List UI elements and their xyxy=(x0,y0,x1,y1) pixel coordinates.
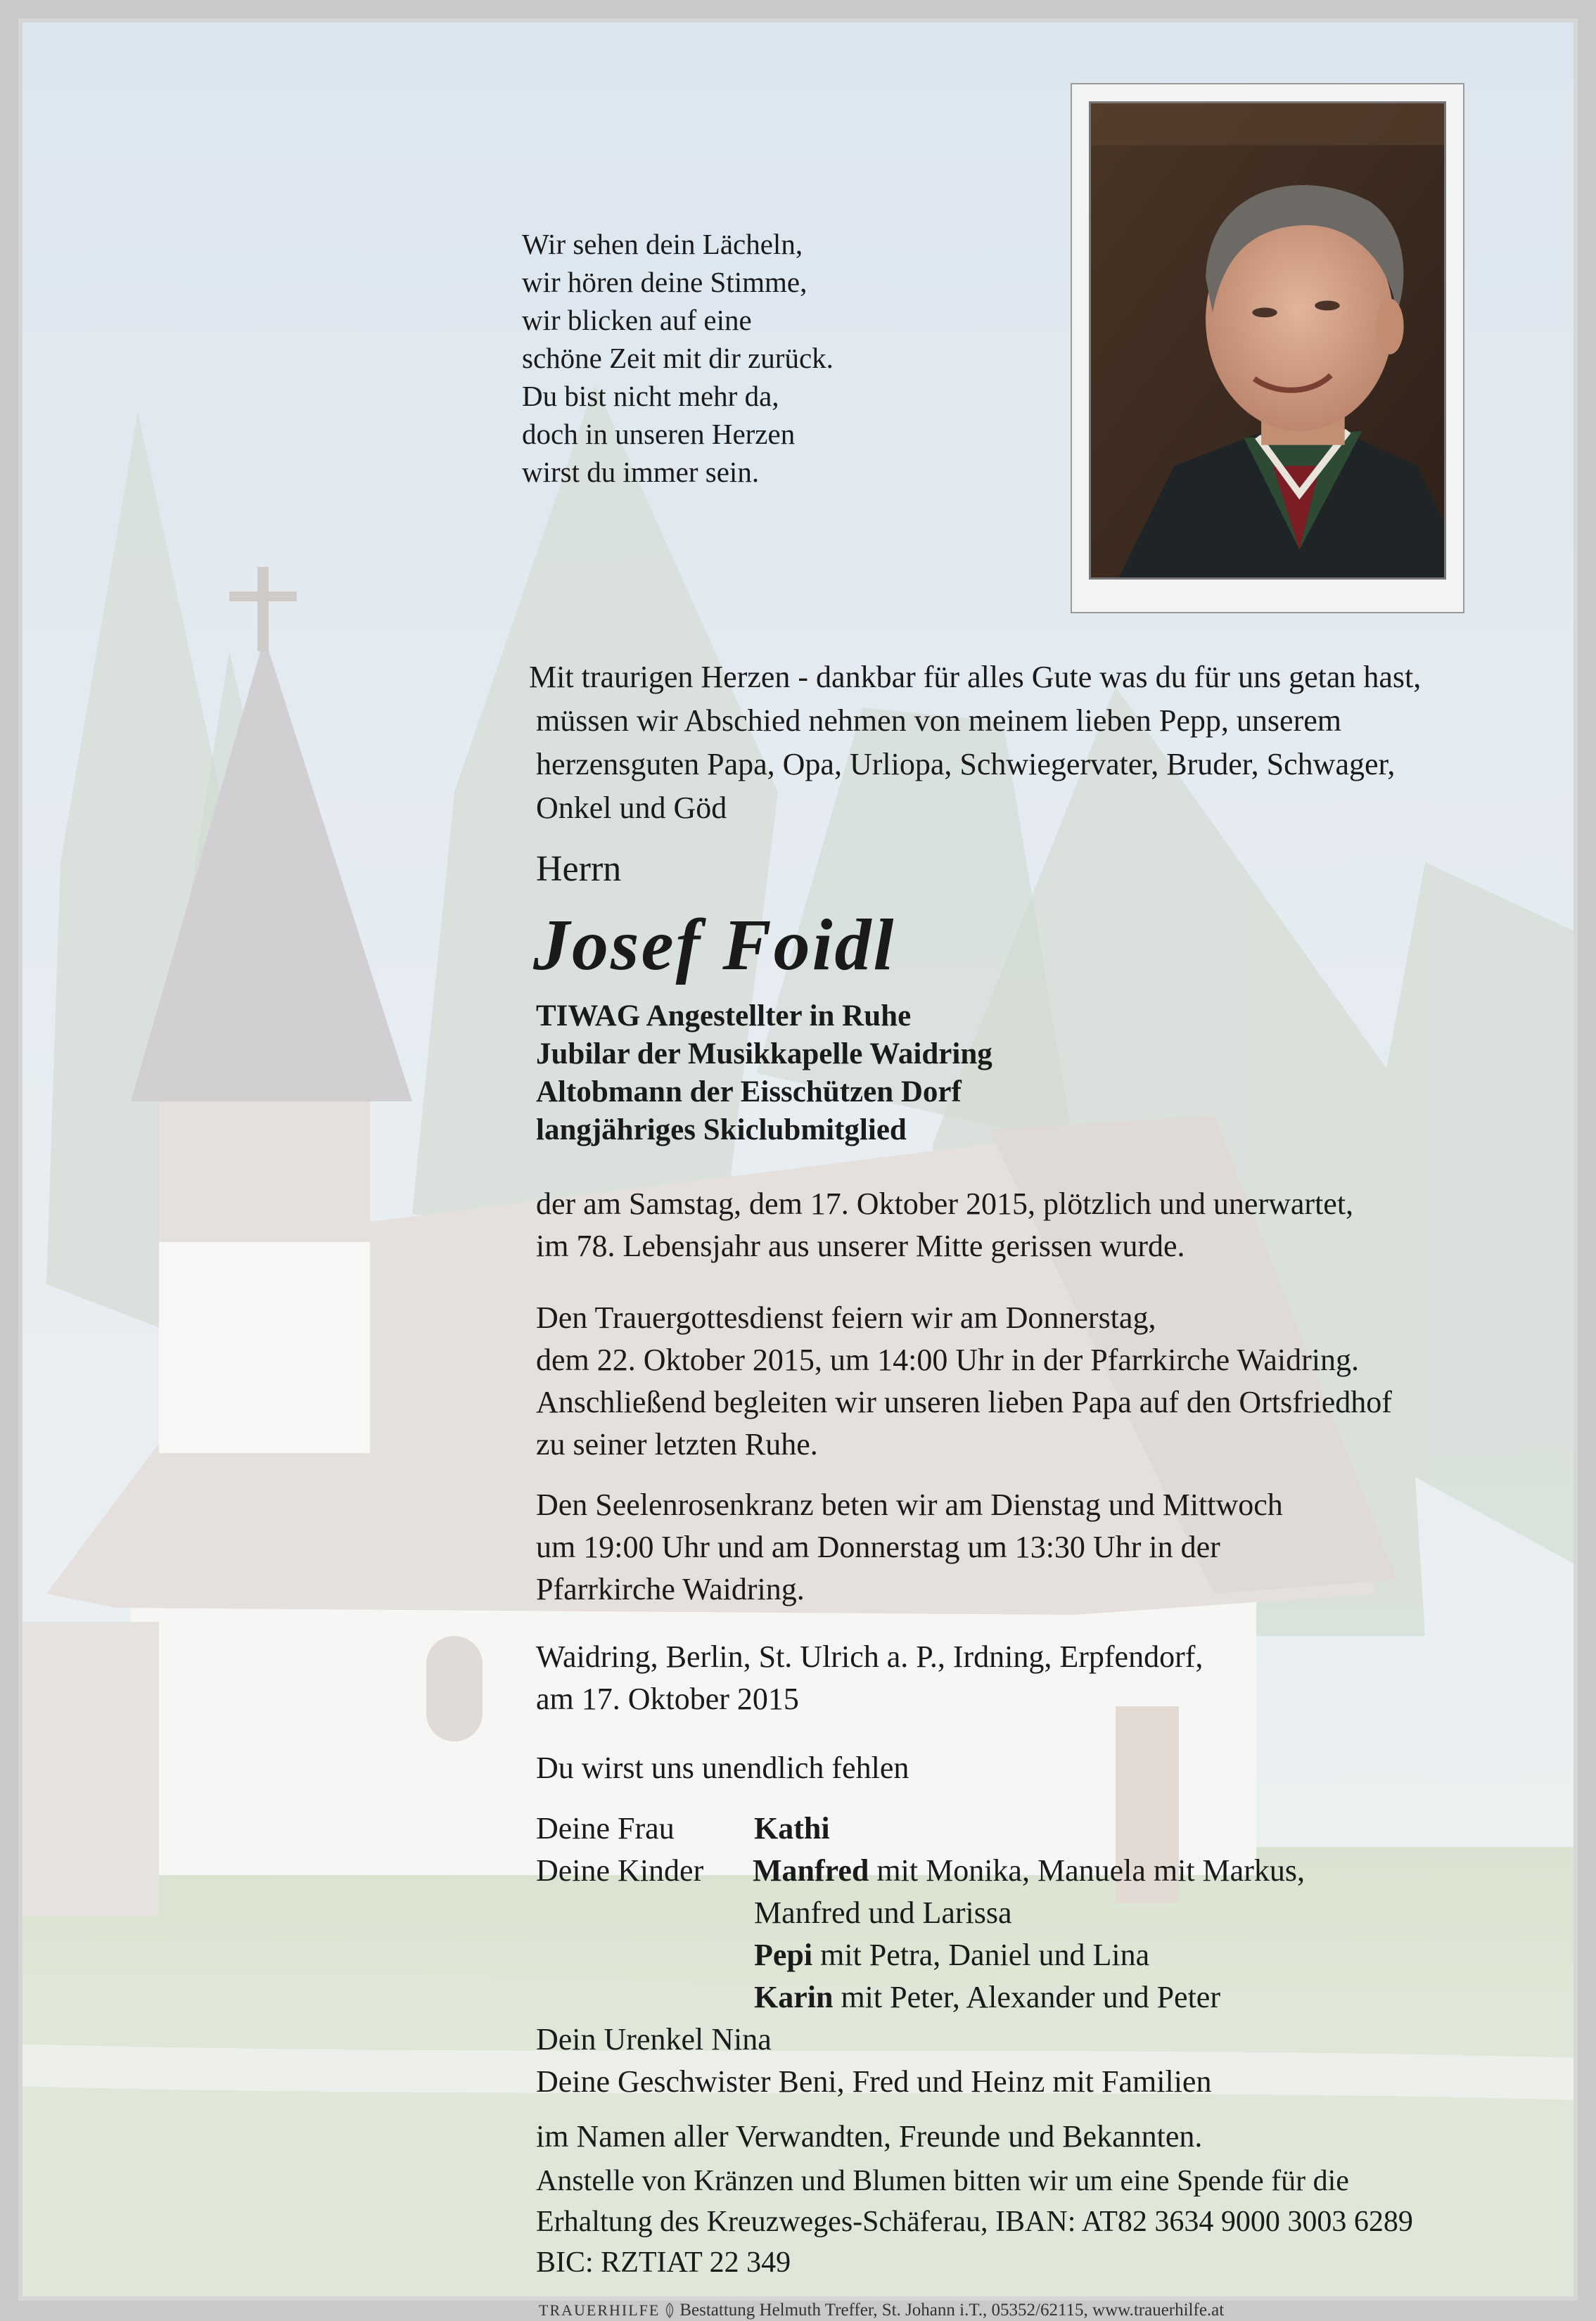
funeral-line: zu seiner letzten Ruhe. xyxy=(536,1427,818,1462)
child-family: mit Monika, Manuela mit Markus, xyxy=(869,1853,1305,1888)
intro-line: Mit traurigen Herzen - dankbar für alles Gute was du für uns getan hast, xyxy=(529,660,1422,694)
salutation: Herrn xyxy=(536,849,622,889)
rosary-line: um 19:00 Uhr und am Donnerstag um 13:30 Uhr in der xyxy=(536,1530,1220,1564)
donation-line: Anstelle von Kränzen und Blumen bitten wir um eine Spende für die xyxy=(536,2165,1349,2197)
death-notice-line: im 78. Lebensjahr aus unserer Mitte gerissen wurde. xyxy=(536,1229,1185,1263)
intro-line: herzensguten Papa, Opa, Urliopa, Schwiegervater, Bruder, Schwager, xyxy=(536,747,1396,781)
poem-line: Wir sehen dein Lächeln, xyxy=(522,228,803,260)
title-line: Altobmann der Eisschützen Dorf xyxy=(536,1075,962,1108)
siblings-line: Deine Geschwister Beni, Fred und Heinz mit Familien xyxy=(536,2064,1212,2099)
family-row-greatgrandchild xyxy=(536,2019,1211,2061)
title-line: langjähriges Skiclubmitglied xyxy=(536,1113,907,1146)
wife-label: Deine Frau xyxy=(536,1811,675,1846)
family-row-wife xyxy=(536,1808,1211,1850)
children-label: Deine Kinder xyxy=(536,1853,704,1888)
place-date xyxy=(536,1636,1203,1720)
portrait-photo xyxy=(1089,101,1446,580)
poem-line: Du bist nicht mehr da, xyxy=(522,380,779,412)
trauerhilfe-brand: TRAUERHILFE xyxy=(539,2301,660,2319)
child-name: Pepi xyxy=(754,1938,813,1972)
place-line: Waidring, Berlin, St. Ulrich a. P., Irdning, Erpfendorf, xyxy=(536,1639,1204,1674)
death-notice-line: der am Samstag, dem 17. Oktober 2015, plötzlich und unerwartet, xyxy=(536,1187,1354,1221)
portrait-frame xyxy=(1071,83,1464,613)
poem xyxy=(522,225,834,491)
rosary-line: Den Seelenrosenkranz beten wir am Dienstag und Mittwoch xyxy=(536,1488,1283,1522)
family-row-child2 xyxy=(536,1934,1211,1976)
donation-line: BIC: RZTIAT 22 349 xyxy=(536,2246,791,2279)
farewell-line: Du wirst uns unendlich fehlen xyxy=(536,1751,909,1785)
poem-line: schöne Zeit mit dir zurück. xyxy=(522,342,834,374)
date-line: am 17. Oktober 2015 xyxy=(536,1682,799,1716)
child-name: Manfred xyxy=(753,1853,869,1888)
donation-request xyxy=(536,2161,1413,2283)
family-row-child3 xyxy=(536,1976,1220,2019)
funeral-line: Anschließend begleiten wir unseren lieben Papa auf den Ortsfriedhof xyxy=(536,1385,1392,1419)
trauerhilfe-logo-icon xyxy=(664,2303,675,2318)
funeral-home-footer xyxy=(539,2300,1224,2321)
intro-line: Onkel und Göd xyxy=(536,791,727,825)
poem-line: wir hören deine Stimme, xyxy=(522,266,807,298)
wife-name: Kathi xyxy=(754,1811,830,1846)
child-family: Manfred und Larissa xyxy=(754,1895,1012,1930)
funeral-home-text: Bestattung Helmuth Treffer, St. Johann i.T., 05352/62115, www.trauerhilfe.at xyxy=(679,2301,1225,2320)
intro-line: müssen wir Abschied nehmen von meinem lieben Pepp, unserem xyxy=(536,703,1341,738)
poem-line: wirst du immer sein. xyxy=(522,456,760,488)
poem-line: doch in unseren Herzen xyxy=(522,418,796,450)
intro-paragraph xyxy=(529,656,1422,830)
family-row-children-cont xyxy=(536,1892,1211,1934)
child-name: Karin xyxy=(754,1980,834,2014)
funeral-line: dem 22. Oktober 2015, um 14:00 Uhr in der Pfarrkirche Waidring. xyxy=(536,1343,1359,1377)
portrait-image xyxy=(1091,103,1444,577)
child-family: mit Peter, Alexander und Peter xyxy=(833,1980,1220,2014)
funeral-info xyxy=(536,1297,1392,1466)
rosary-info xyxy=(536,1484,1283,1611)
family-list xyxy=(536,1808,1305,2103)
donation-line: Erhaltung des Kreuzweges-Schäferau, IBAN: AT82 3634 9000 3003 6289 xyxy=(536,2206,1413,2238)
rosary-line: Pfarrkirche Waidring. xyxy=(536,1572,805,1606)
deceased-name: Josef Foidl xyxy=(533,904,896,985)
poem-line: wir blicken auf eine xyxy=(522,304,752,336)
child-family: mit Petra, Daniel und Lina xyxy=(812,1938,1150,1972)
title-line: TIWAG Angestellter in Ruhe xyxy=(536,999,912,1032)
funeral-line: Den Trauergottesdienst feiern wir am Donnerstag, xyxy=(536,1300,1156,1335)
family-row-siblings xyxy=(536,2061,1211,2103)
obituary-card xyxy=(18,18,1578,2320)
title-line: Jubilar der Musikkapelle Waidring xyxy=(536,1037,992,1070)
family-row-children xyxy=(536,1850,1305,1892)
greatgrandchild-line: Dein Urenkel Nina xyxy=(536,2022,772,2057)
closing-line: im Namen aller Verwandten, Freunde und Bekannten. xyxy=(536,2119,1203,2154)
death-notice xyxy=(536,1183,1353,1267)
deceased-titles xyxy=(536,997,992,1149)
